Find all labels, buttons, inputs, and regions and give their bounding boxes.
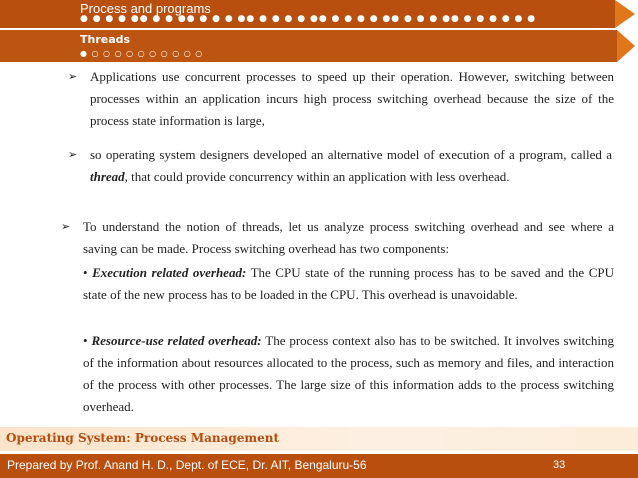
sub-bullet-dot: •	[83, 265, 88, 280]
bullet-paragraph-2	[68, 144, 612, 188]
course-footer-bar	[0, 427, 638, 451]
header-banner	[0, 0, 638, 28]
course-title: Operating System: Process Management	[6, 431, 280, 445]
sub-item-text: The CPU state of the running process has to be saved and the CPU state of the new process has to be loaded in the CPU. This overhead is unavoidable.	[83, 265, 615, 302]
paragraph-text-start: so operating system designers developed an alternative model of execution of a program, called a	[90, 147, 612, 162]
header-arrow-shape	[615, 0, 635, 28]
arrow-bullet-icon: ➢	[61, 220, 71, 233]
paragraph-text: To understand the notion of threads, let us analyze process switching overhead and see where a saving can be made. Process switching overhead has two components:	[83, 219, 614, 256]
sub-item-label: Resource-use related overhead:	[91, 333, 262, 348]
page-number: 33	[553, 459, 566, 471]
arrow-bullet-icon: ➢	[68, 148, 78, 161]
subtitle-banner	[0, 30, 638, 62]
bullet-paragraph-1	[68, 66, 614, 132]
subtitle-arrow-shape	[617, 30, 635, 62]
thread-term: thread	[90, 169, 125, 184]
sub-item-execution-overhead	[83, 262, 614, 306]
sub-item-text: The process context also has to be switched. It involves switching of the information about resources allocated to the process, such as memory and files, and interaction of the process with other processes. The large size of this information adds to the process switching overhead.	[83, 333, 615, 414]
sub-item-label: Execution related overhead:	[92, 265, 247, 280]
subtitle-decorative-dots: ● ○ ○ ○ ○ ○ ○ ○ ○ ○ ○	[80, 49, 204, 58]
paragraph-text: Applications use concurrent processes to speed up their operation. However, switching between processes within an application incurs high process switching overhead because the size of the process state information is large,	[90, 69, 614, 128]
slide-title: Threads	[80, 33, 131, 46]
author-footer-bar	[0, 454, 638, 478]
sub-item-resource-overhead	[83, 330, 614, 418]
header-decorative-dots: ● ● ● ● ●● ● ● ●● ● ● ● ●● ● ● ● ● ●● ● ● ● ● ●● ● ● ● ●● ● ● ● ● ● ●	[80, 14, 537, 24]
sub-bullet-dot: •	[83, 333, 88, 348]
arrow-bullet-icon: ➢	[68, 70, 78, 83]
author-credit: Prepared by Prof. Anand H. D., Dept. of ECE, Dr. AIT, Bengaluru-56	[7, 458, 367, 472]
slide-section-title: Process and programs	[80, 1, 211, 16]
bullet-paragraph-3	[61, 216, 614, 260]
paragraph-text-end: , that could provide concurrency within an application with less overhead.	[124, 169, 510, 184]
